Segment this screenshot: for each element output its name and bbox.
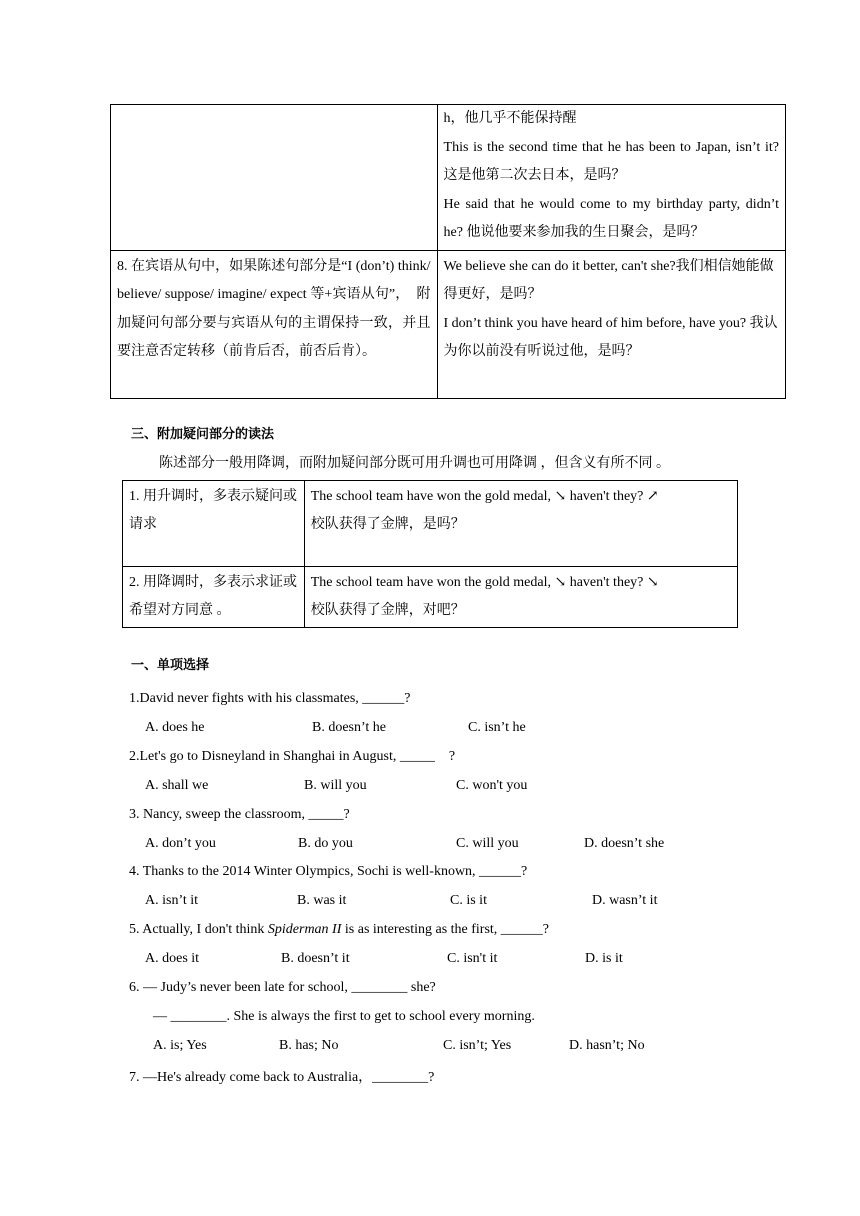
option-c: C. is it: [450, 893, 487, 908]
table-row: [123, 567, 738, 628]
table-row: [123, 481, 738, 567]
example-zh: 校队获得了金牌，是吗？: [310, 517, 465, 532]
example-en: The school team have won the gold medal, ↘ haven't they? ↘: [310, 575, 659, 590]
option-b: B. has; No: [279, 1038, 339, 1053]
question-stem: 7. —He's already come back to Australia，________?: [129, 1070, 435, 1085]
option-a: A. shall we: [145, 778, 209, 793]
intonation-example-cell: [304, 567, 737, 628]
intonation-table: [122, 480, 738, 628]
example-en: The school team have won the gold medal, ↘ haven't they? ↗: [310, 489, 659, 504]
option-c: C. isn’t; Yes: [443, 1038, 512, 1053]
table-cell-examples: [437, 250, 785, 398]
option-b: B. will you: [304, 778, 367, 793]
intonation-rule-cell: 1. 用升调时，多表示疑问或请求: [123, 481, 305, 567]
section-intro: 陈述部分一般用降调，而附加疑问部分既可用升调也可用降调 ，但含义有所不同 。: [159, 456, 670, 471]
option-d: D. hasn’t; No: [569, 1038, 645, 1053]
option-d: D. wasn’t it: [592, 893, 658, 908]
option-c: C. isn’t he: [468, 720, 526, 735]
option-d: D. doesn’t she: [584, 836, 665, 851]
option-b: B. doesn’t it: [281, 951, 350, 966]
question-response: — ________. She is always the first to get to school every morning.: [153, 1009, 535, 1024]
table-cell-examples: [437, 105, 785, 251]
question-stem: 3. Nancy, sweep the classroom, _____?: [129, 807, 350, 822]
question-stem: [129, 922, 549, 938]
intonation-rule-cell: 2. 用降调时，多表示求证或希望对方同意 。: [123, 567, 305, 628]
rule-cell: 8. 在宾语从句中，如果陈述句部分是“I (don’t) think/ believe/ suppose/ imagine/ expect 等+宾语从句”， 附加疑问句部分要与宾语从句的主谓保持一致，并且要注意否定转移（前肯后否，前否后肯）。: [111, 250, 438, 398]
section-heading: 三、附加疑问部分的读法: [131, 427, 275, 442]
exercise-heading: 一、单项选择: [131, 658, 210, 673]
question-stem: 1.David never fights with his classmates, ______?: [129, 691, 411, 706]
question-stem: 2.Let's go to Disneyland in Shanghai in August, _____ ?: [129, 749, 456, 764]
option-c: C. isn't it: [447, 951, 498, 966]
book-title: Spiderman II: [267, 922, 342, 937]
option-c: C. won't you: [456, 778, 528, 793]
option-a: A. don’t you: [145, 836, 216, 851]
example-line: This is the second time that he has been to Japan, isn’t it? 这是他第二次去日本，是吗？: [443, 139, 779, 183]
stem-text: is as interesting as the first, ______?: [341, 922, 550, 937]
option-c: C. will you: [456, 836, 519, 851]
example-zh: 校队获得了金牌，对吧？: [310, 603, 465, 618]
option-a: A. does it: [145, 951, 200, 966]
stem-text: 5. Actually, I don't think: [129, 922, 268, 937]
option-b: B. was it: [297, 893, 347, 908]
table-cell-empty: [111, 105, 438, 251]
table-row: [111, 105, 786, 251]
option-a: A. isn’t it: [145, 893, 199, 908]
example-line: We believe she can do it better, can't she?我们相信她能做得更好，是吗？: [443, 258, 774, 302]
question-stem: 6. — Judy’s never been late for school, ________ she?: [129, 980, 436, 995]
example-line: He said that he would come to my birthday party, didn’t he? 他说他要来参加我的生日聚会，是吗？: [443, 196, 779, 240]
option-b: B. doesn’t he: [312, 720, 387, 735]
example-line: h，他几乎不能保持醒: [443, 111, 577, 126]
option-b: B. do you: [298, 836, 353, 851]
example-line: I don’t think you have heard of him before, have you? 我认为你以前没有听说过他，是吗？: [443, 315, 778, 359]
option-a: A. is; Yes: [153, 1038, 207, 1053]
option-d: D. is it: [585, 951, 623, 966]
grammar-table: [110, 104, 786, 399]
question-stem: 4. Thanks to the 2014 Winter Olympics, Sochi is well-known, ______?: [129, 864, 528, 879]
table-row: [111, 250, 786, 398]
intonation-example-cell: [304, 481, 737, 567]
option-a: A. does he: [145, 720, 205, 735]
